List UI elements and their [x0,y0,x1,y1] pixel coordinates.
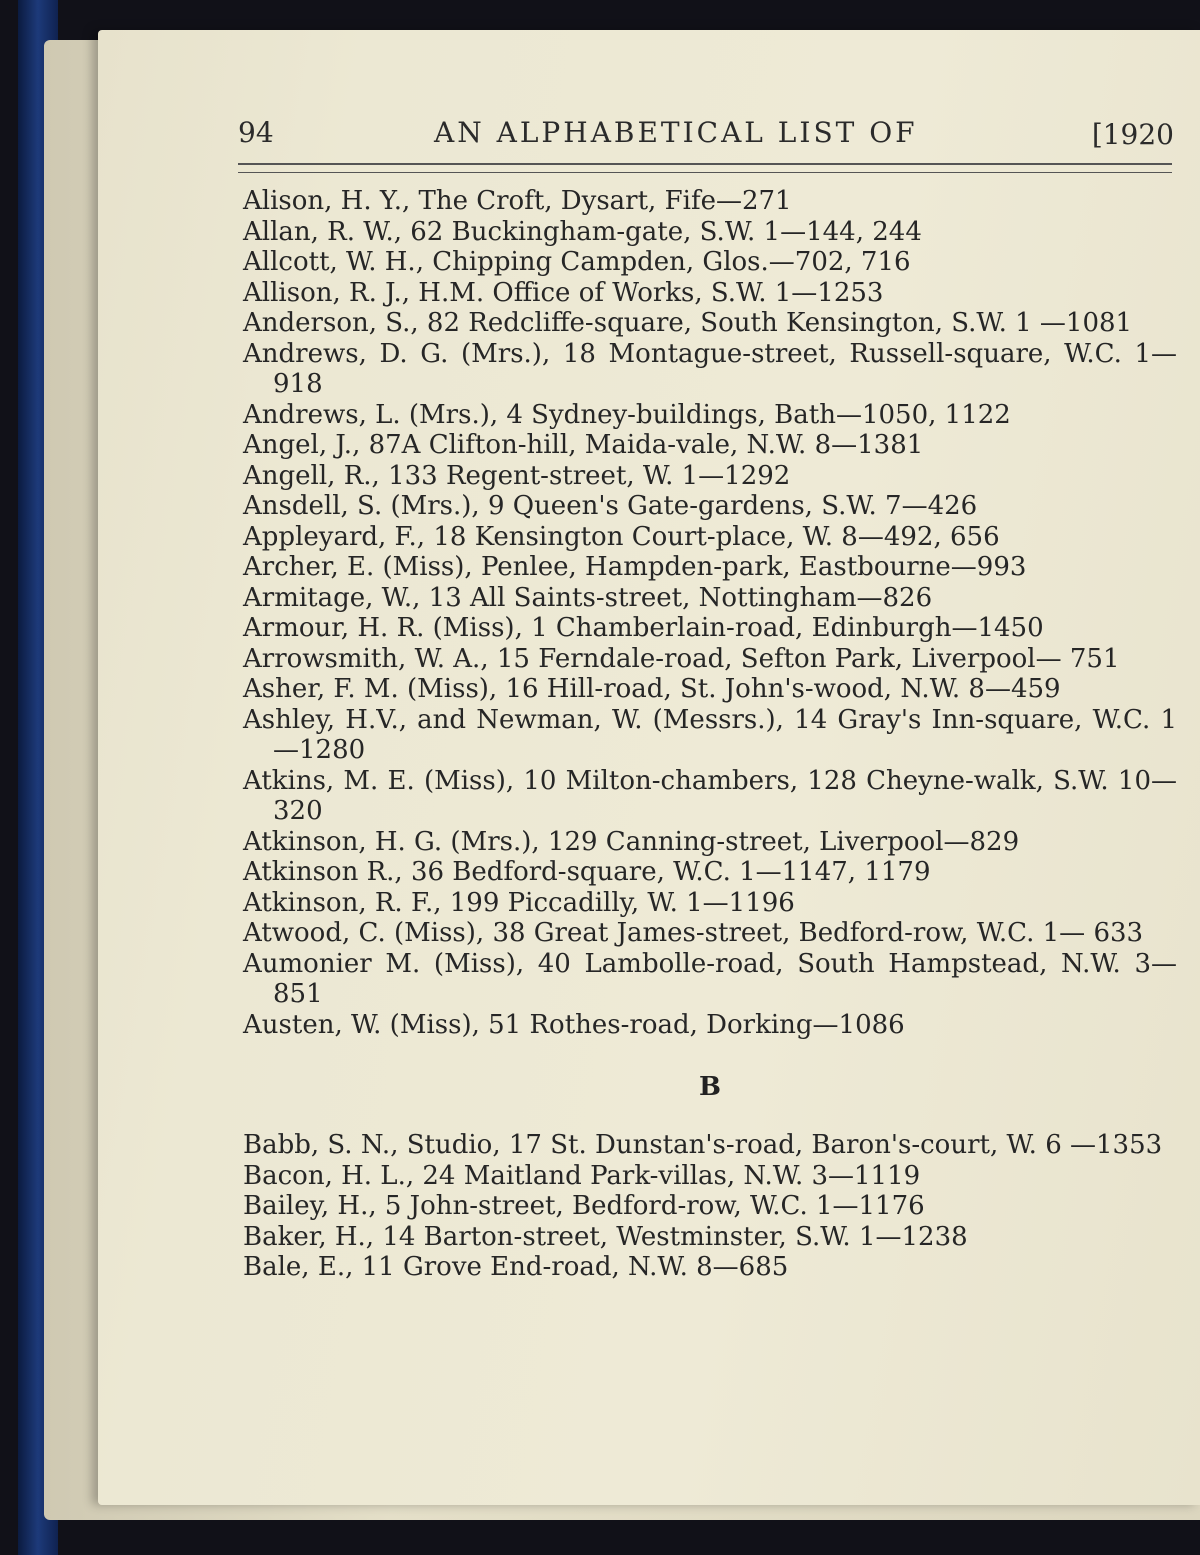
directory-entry: Atkinson, R. F., 199 Piccadilly, W. 1—1196 [243,887,795,918]
directory-entry: Atwood, C. (Miss), 38 Great James-street, Bedford-row, W.C. 1— 633 [243,918,1144,948]
directory-entry: Austen, W. (Miss), 51 Rothes-road, Dorking—1086 [243,1009,905,1040]
directory-entry: Allison, R. J., H.M. Office of Works, S.W. 1—1253 [243,277,884,308]
directory-entry: Babb, S. N., Studio, 17 St. Dunstan's-road, Baron's-court, W. 6 —1353 [243,1130,1163,1160]
running-year: [1920 [1091,118,1174,151]
directory-entry: Armour, H. R. (Miss), 1 Chamberlain-road, Edinburgh—1450 [243,613,1044,643]
directory-entry: Andrews, L. (Mrs.), 4 Sydney-buildings, Bath—1050, 1122 [243,399,1011,430]
running-title: AN ALPHABETICAL LIST OF [434,116,918,149]
header-rule-thin [238,172,1172,173]
directory-entry: Baker, H., 14 Barton-street, Westminster, S.W. 1—1238 [243,1221,968,1252]
directory-entry: Bale, E., 11 Grove End-road, N.W. 8—685 [243,1252,789,1282]
entry-list [243,186,1177,1283]
directory-entry: Atkinson, H. G. (Mrs.), 129 Canning-street, Liverpool—829 [243,826,1020,857]
directory-entry: Bacon, H. L., 24 Maitland Park-villas, N.W. 3—1119 [243,1160,921,1191]
directory-entry: Aumonier M. (Miss), 40 Lambolle-road, South Hampstead, N.W. 3—851 [243,948,1177,1009]
page-number: 94 [238,116,274,149]
directory-entry: Atkins, M. E. (Miss), 10 Milton-chambers, 128 Cheyne-walk, S.W. 10—320 [243,765,1177,826]
section-a-entries [243,186,1177,1040]
directory-entry: Andrews, D. G. (Mrs.), 18 Montague-street, Russell-square, W.C. 1—918 [243,338,1177,399]
directory-entry: Alison, H. Y., The Croft, Dysart, Fife—271 [243,186,792,216]
header-rule [238,163,1172,165]
directory-entry: Atkinson R., 36 Bedford-square, W.C. 1—1147, 1179 [243,857,931,887]
directory-entry: Asher, F. M. (Miss), 16 Hill-road, St. John's-wood, N.W. 8—459 [243,674,1061,704]
section-letter-b: B [699,1072,721,1102]
section-b-entries [243,1130,1177,1283]
directory-entry: Angel, J., 87A Clifton-hill, Maida-vale, N.W. 8—1381 [243,430,924,460]
directory-entry: Ansdell, S. (Mrs.), 9 Queen's Gate-gardens, S.W. 7—426 [243,491,978,521]
directory-entry: Allcott, W. H., Chipping Campden, Glos.—702, 716 [243,247,911,277]
running-header [238,112,1178,156]
directory-entry: Angell, R., 133 Regent-street, W. 1—1292 [243,460,791,491]
directory-entry: Anderson, S., 82 Redcliffe-square, South Kensington, S.W. 1 —1081 [243,308,1133,338]
directory-entry: Armitage, W., 13 All Saints-street, Nottingham—826 [243,582,933,613]
directory-entry: Arrowsmith, W. A., 15 Ferndale-road, Sefton Park, Liverpool— 751 [243,643,1120,674]
directory-entry: Bailey, H., 5 John-street, Bedford-row, W.C. 1—1176 [243,1191,925,1221]
directory-entry: Archer, E. (Miss), Penlee, Hampden-park, Eastbourne—993 [243,552,1027,582]
directory-entry: Allan, R. W., 62 Buckingham-gate, S.W. 1—144, 244 [243,216,922,247]
directory-entry: Appleyard, F., 18 Kensington Court-place, W. 8—492, 656 [243,521,1000,552]
directory-entry: Ashley, H.V., and Newman, W. (Messrs.), 14 Gray's Inn-square, W.C. 1—1280 [243,704,1177,765]
